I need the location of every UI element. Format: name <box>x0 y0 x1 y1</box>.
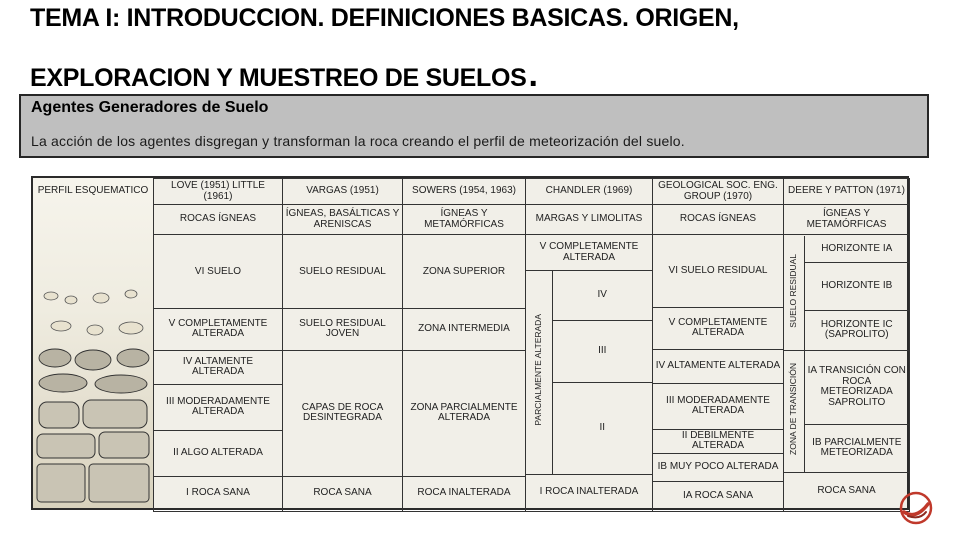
sowers-r1: ZONA SUPERIOR <box>403 236 525 308</box>
sowers-r3: ZONA PARCIALMENTE ALTERADA <box>403 350 525 476</box>
slide-title-line2 <box>30 58 538 92</box>
deere-side2-label: ZONA DE TRANSICIÓN <box>788 363 799 456</box>
deere-r4: IA TRANSICIÓN CON ROCA METEORIZADA SAPROLITO <box>804 350 909 424</box>
deere-r6: ROCA SANA <box>817 485 876 496</box>
deere-side1-cell <box>784 236 804 350</box>
definition-box <box>19 94 929 158</box>
love-r3: IV ALTAMENTE ALTERADA <box>154 350 282 384</box>
profile-drawing <box>33 178 153 508</box>
geological-r3: IV ALTAMENTE ALTERADA <box>653 349 783 383</box>
geological-r4: III MODERADAMENTE ALTERADA <box>653 383 783 429</box>
chandler-r3: III <box>552 320 652 382</box>
slide-title-dot: . <box>528 56 538 94</box>
chandler-column <box>526 235 653 512</box>
chandler-r5: I ROCA INALTERADA <box>539 486 639 497</box>
classification-table <box>153 178 910 512</box>
profile-header: PERFIL ESQUEMATICO <box>37 185 149 196</box>
chandler-r2: IV <box>552 270 652 320</box>
rock-deere: ÍGNEAS Y METAMÓRFICAS <box>784 205 910 235</box>
love-column <box>154 235 283 512</box>
vargas-column <box>283 235 403 512</box>
vargas-r2: SUELO RESIDUAL JOVEN <box>283 308 402 350</box>
deere-r2: HORIZONTE IB <box>804 262 909 310</box>
slide-title-line1: TEMA I: INTRODUCCION. DEFINICIONES BASICAS. ORIGEN, <box>30 4 739 32</box>
weathering-profile-figure <box>31 176 909 510</box>
header-love: LOVE (1951) LITTLE (1961) <box>154 179 283 205</box>
chandler-side-label: PARCIALMENTE ALTERADA <box>533 314 544 427</box>
rock-sowers: ÍGNEAS Y METAMÓRFICAS <box>403 205 526 235</box>
deere-side2-cell <box>784 350 804 472</box>
rock-geological: ROCAS ÍGNEAS <box>653 205 784 235</box>
vargas-r1: SUELO RESIDUAL <box>283 236 402 308</box>
rock-love: ROCAS ÍGNEAS <box>154 205 283 235</box>
chandler-r4: II <box>552 382 652 474</box>
vargas-r3: CAPAS DE ROCA DESINTEGRADA <box>283 350 402 476</box>
header-sowers: SOWERS (1954, 1963) <box>403 179 526 205</box>
box-text: La acción de los agentes disgregan y transforman la roca creando el perfil de meteorización del suelo. <box>31 133 685 149</box>
sowers-r4: ROCA INALTERADA <box>417 487 511 498</box>
header-geological: GEOLOGICAL SOC. ENG. GROUP (1970) <box>653 179 784 205</box>
deere-r1: HORIZONTE IA <box>804 236 909 262</box>
header-chandler: CHANDLER (1969) <box>526 179 653 205</box>
sowers-column <box>403 235 526 512</box>
chandler-r1: V COMPLETAMENTE ALTERADA <box>526 236 652 270</box>
slide-title-line2-text: EXPLORACION Y MUESTREO DE SUELOS <box>30 64 527 92</box>
chandler-side-cell <box>526 270 552 474</box>
love-r2: V COMPLETAMENTE ALTERADA <box>154 308 282 350</box>
geological-r5: II DEBILMENTE ALTERADA <box>653 429 783 453</box>
deere-r5: IB PARCIALMENTE METEORIZADA <box>804 424 909 472</box>
geological-r7: IA ROCA SANA <box>682 490 754 501</box>
geological-column <box>653 235 784 512</box>
deere-side1-label: SUELO RESIDUAL <box>788 254 799 328</box>
box-heading: Agentes Generadores de Suelo <box>31 99 269 116</box>
rock-vargas: ÍGNEAS, BASÁLTICAS Y ARENISCAS <box>283 205 403 235</box>
vargas-r4: ROCA SANA <box>313 487 372 498</box>
love-r4: III MODERADAMENTE ALTERADA <box>154 384 282 430</box>
love-r1: VI SUELO <box>154 236 282 308</box>
geological-r1: VI SUELO RESIDUAL <box>653 235 783 307</box>
circular-swoosh-logo-icon <box>898 490 934 526</box>
geological-r2: V COMPLETAMENTE ALTERADA <box>653 307 783 349</box>
header-deere: DEERE Y PATTON (1971) <box>784 179 910 205</box>
schematic-profile <box>33 178 154 508</box>
header-vargas: VARGAS (1951) <box>283 179 403 205</box>
sowers-r2: ZONA INTERMEDIA <box>403 308 525 350</box>
love-r6: I ROCA SANA <box>186 487 250 498</box>
deere-column <box>784 235 910 512</box>
deere-r3: HORIZONTE IC (SAPROLITO) <box>804 310 909 350</box>
geological-r6: IB MUY POCO ALTERADA <box>653 453 783 481</box>
love-r5: II ALGO ALTERADA <box>154 430 282 476</box>
rock-chandler: MARGAS Y LIMOLITAS <box>526 205 653 235</box>
